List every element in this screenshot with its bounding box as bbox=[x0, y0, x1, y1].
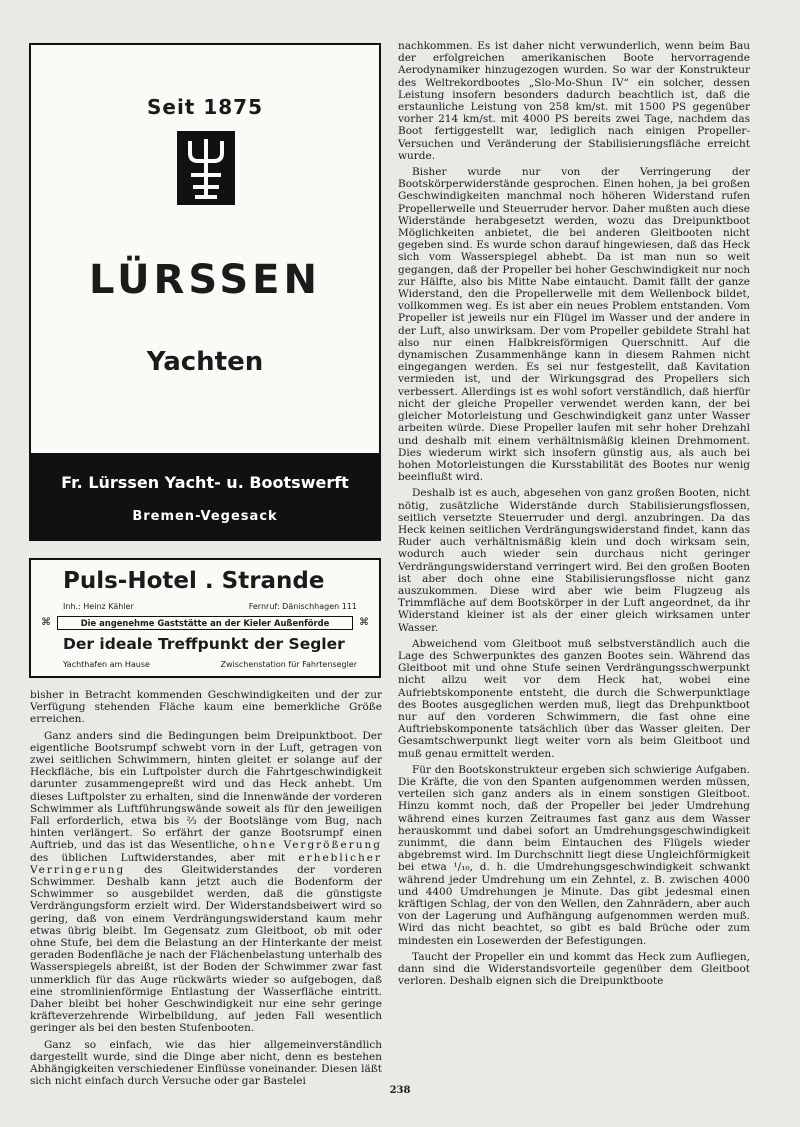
hotel-advertisement bbox=[29, 558, 381, 678]
article-paragraph bbox=[30, 730, 382, 1035]
paragraph-text: des üblichen Luftwiderstandes, aber mit bbox=[30, 851, 286, 864]
article-right-column bbox=[398, 40, 750, 987]
brand-name: LÜRSSEN bbox=[89, 257, 321, 303]
article-paragraph: Abweichend vom Gleitboot muß selbstverständlich auch die Lage des Schwerpunktes des ganzen Bootes sein. Während das Gleitboot mit und ohne Stufe seinen Verdrängungsschwerpunkt nicht allzu weit vor dem Heck hat, wobei eine Aufriebtskomponente entsteht, die durch die Schwerpunktlage des Bootes ausgeglichen werden muß, liegt das Drehpunktboot nur auf den vorderen Schwimmern, die fast ohne eine Auftriebskomponente tatsächlich über das Wasser gleiten. Der Gesamtschwerpunkt liegt weiter vorn als beim Gleitboot und muß genau ermittelt werden. bbox=[398, 637, 750, 760]
page-number: 238 bbox=[389, 1085, 411, 1096]
company-name: Fr. Lürssen Yacht- u. Bootswerft bbox=[61, 473, 349, 492]
hotel-station-note: Zwischenstation für Fahrtensegler bbox=[220, 660, 357, 669]
company-band bbox=[31, 453, 379, 539]
luerssen-logo-icon bbox=[177, 131, 235, 205]
article-paragraph: Deshalb ist es auch, abgesehen von ganz großen Booten, nicht nötig, zusätzliche Widerstände durch Stabilisierungsflossen, seitlich versetzte Steuerruder und dergl. anzubringen. Da das Heck keinen seitlichen Verdrängungswiderstand findet, kann das Ruder auch verhältnismäßig klein und doch wirksam sein, wodurch auch wieder sein durchaus nicht geringer Verdrängungswiderstand verringert wird. Bei den großen Booten ist aber doch ohne eine Stabilisierungsflosse nicht ganz auszukommen. Diese wird aber wie beim Flugzeug als Trimmfläche auf dem Bootskörper in der Luft angeordnet, da ihr Widerstand kleiner ist als der einer gleich wirksamen unter Wasser. bbox=[398, 487, 750, 634]
paragraph-text: des Gleitwiderstandes der vorderen Schwimmer. Deshalb kann jetzt auch die Bodenform der Schwimmer so ausgebildet werden, daß die günstigste Verdrängungsform erzielt wird. Der Widerstandsbeiwert wird so gering, daß von einem Verdrängungswiderstand kaum mehr etwas übrig bleibt. Im Gegensatz zum Gleitboot, ob mit oder ohne Stufe, bei dem die Belastung an der Hinterkante der meist geraden Bodenfläche je nach der Flächenbelastung unterhalb des Wasserspiegels abreißt, ist der Boden der Schwimmer zwar fast unmerklich für das Auge rückwärts wieder so aufgebogen, daß eine stromlinienförmige Entlastung der Wasserfläche eintritt. Daher bleibt bei hoher Geschwindigkeit nur eine sehr geringe kräfteverzehrende Wirbelbildung, auf jeden Fall wesentlich geringer als bei den besten Stufenbooten. bbox=[30, 863, 382, 1035]
ornament-left-icon: ⌘ bbox=[41, 617, 51, 628]
hotel-owner: Inh.: Heinz Kähler bbox=[63, 602, 134, 611]
company-location: Bremen-Vegesack bbox=[132, 509, 278, 524]
article-paragraph: Ganz so einfach, wie das hier allgemeinverständlich dargestellt wurde, sind die Dinge aber nicht, denn es bestehen Abhängigkeiten verschiedener Einflüsse voneinander. Diesen läßt sich nicht einfach durch Versuche oder gar Bastelei bbox=[30, 1038, 382, 1088]
article-paragraph: bisher in Betracht kommenden Geschwindigkeiten und der zur Verfügung stehenden Fläche kaum eine bemerkliche Größe erreichen. bbox=[30, 689, 382, 726]
paragraph-text: Ganz anders sind die Bedingungen beim Dreipunktboot. Der eigentliche Bootsrumpf schwebt vorn in der Luft, getragen von zwei seitlichen Schwimmern, hinten gleitet er solange auf der Heckfläche, bis ein Luftpolster durch die Fahrtgeschwindigkeit darunter zusammengepreßt wird und das Heck anhebt. Um dieses Luftpolster zu erhalten, sind die Innenwände der vorderen Schwimmer als Luftführungswände soweit als für den jeweiligen Fall erforderlich, etwa bis ⅔ der Bootslänge vom Bug, nach hinten verlängert. So erfährt der ganze Bootsrumpf einen Auftrieb, und das ist das Wesentliche, bbox=[30, 729, 382, 852]
ornament-right-icon: ⌘ bbox=[359, 617, 369, 628]
hotel-slogan: Der ideale Treffpunkt der Segler bbox=[63, 635, 345, 653]
luerssen-advertisement bbox=[29, 43, 381, 541]
article-paragraph: Taucht der Propeller ein und kommt das Heck zum Aufliegen, dann sind die Widerstandsvorteile gegenüber dem Gleitboot verloren. Deshalb eignen sich die Dreipunktboote bbox=[398, 950, 750, 988]
hotel-harbour-note: Yachthafen am Hause bbox=[63, 660, 150, 669]
article-paragraph: Für den Bootskonstrukteur ergeben sich schwierige Aufgaben. Die Kräfte, die von den Spanten aufgenommen werden müssen, verteilen sich ganz anders als in einem sonstigen Gleitboot. Hinzu kommt noch, daß der Propeller bei jeder Umdrehung während eines kurzen Zeitraumes fast ganz aus dem Wasser herauskommt und dabei sofort an Umdrehungsgeschwindigkeit zunimmt, die dann beim Eintauchen des Flügels wieder abgebremst wird. Im Durchschnitt liegt diese Ungleichförmigkeit bei etwa ¹/₁₀, d. h. die Umdrehungsgeschwindigkeit schwankt während jeder Umdrehung um ein Zehntel, z. B. zwischen 4000 und 4400 Umdrehungen je Minute. Das gibt jedesmal einen kräftigen Schlag, der von den Wellen, den Zahnrädern, aber auch von der Lagerung und Aufhängung aufgenommen werden muß. Wird das nicht beachtet, so gibt es bald Brüche oder zum mindesten ein Losewerden der Befestigungen. bbox=[398, 763, 750, 947]
article-paragraph: nachkommen. Es ist daher nicht verwunderlich, wenn beim Bau der erfolgreichen amerikanischen Boote hervorragende Aerodynamiker hinzugezogen wurden. So war der Konstrukteur des Weltrekordbootes „Slo-Mo-Shun IV“ ein solcher, dessen Leistung insofern besonders dadurch beachtlich ist, daß die erstaunliche Leistung von 258 km/st. mit 1500 PS gegenüber vorher 214 km/st. mit 4000 PS bereits zwei Tage, nachdem das Boot fertiggestellt war, lediglich nach einigen Propeller-Versuchen und Veränderung der Stabilisierungsfläche erreicht wurde. bbox=[398, 40, 750, 162]
luerssen-ad-top bbox=[31, 45, 379, 453]
hotel-phone: Fernruf: Dänischhagen 111 bbox=[248, 602, 357, 611]
product-label: Yachten bbox=[146, 347, 264, 377]
hotel-tagline: Die angenehme Gaststätte an der Kieler Außenförde bbox=[57, 616, 353, 630]
article-paragraph: Bisher wurde nur von der Verringerung der Bootskörperwiderstände gesprochen. Einen hohen, ja bei großen Geschwindigkeiten manchmal noch höheren Widerstand rufen Propellerwelle und Steuerruder hervor. Daher mußten auch diese Widerstände herabgesetzt werden, wozu das Dreipunktboot Möglichkeiten anbietet, die bei anderen Gleitbooten nicht gegeben sind. Es wurde schon darauf hingewiesen, daß das Heck sich vom Wasserspiegel abhebt. Da ist man nun so weit gegangen, daß der Propeller bei hoher Geschwindigkeit nur noch zur Hälfte, also bis Mitte Nabe eintaucht. Damit fällt der ganze Widerstand, den die Propellerwelle mit dem Wellenbock bildet, vollkommen weg. Es ist aber ein neues Problem entstanden. Vom Propeller ist jeweils nur ein Flügel im Wasser und der andere in der Luft, also unwirksam. Der vom Propeller gebildete Strahl hat also nur einen Halbkreisförmigen Querschnitt. Auf die dynamischen Zusammenhänge kann in diesem Rahmen nicht eingegangen werden. Es sei nur festgestellt, daß Kavitation vermieden ist, und der Wirkungsgrad des Propellers sich verbessert. Allerdings ist es wohl sofort verständlich, daß hierfür nicht der gleiche Propeller verwendet werden kann, der bei gleicher Motorleistung und Geschwindigkeit ganz unter Wasser arbeiten würde. Diese Propeller laufen mit sehr hoher Drehzahl und deshalb mit einem verhältnismäßig kleinen Drehmoment. Dies wiederum wirkt sich insofern günstig aus, als auch bei hohen Motorleistungen die Kursstabilität des Bootes nur wenig beeinflußt wird. bbox=[398, 166, 750, 484]
emphasized-text: erheblicher Verringerung bbox=[30, 851, 382, 876]
article-left-column bbox=[30, 689, 382, 1088]
emphasized-text: ohne Vergrößerung bbox=[242, 839, 382, 852]
since-label: Seit 1875 bbox=[146, 95, 263, 119]
hotel-name: Puls-Hotel . Strande bbox=[63, 568, 325, 594]
